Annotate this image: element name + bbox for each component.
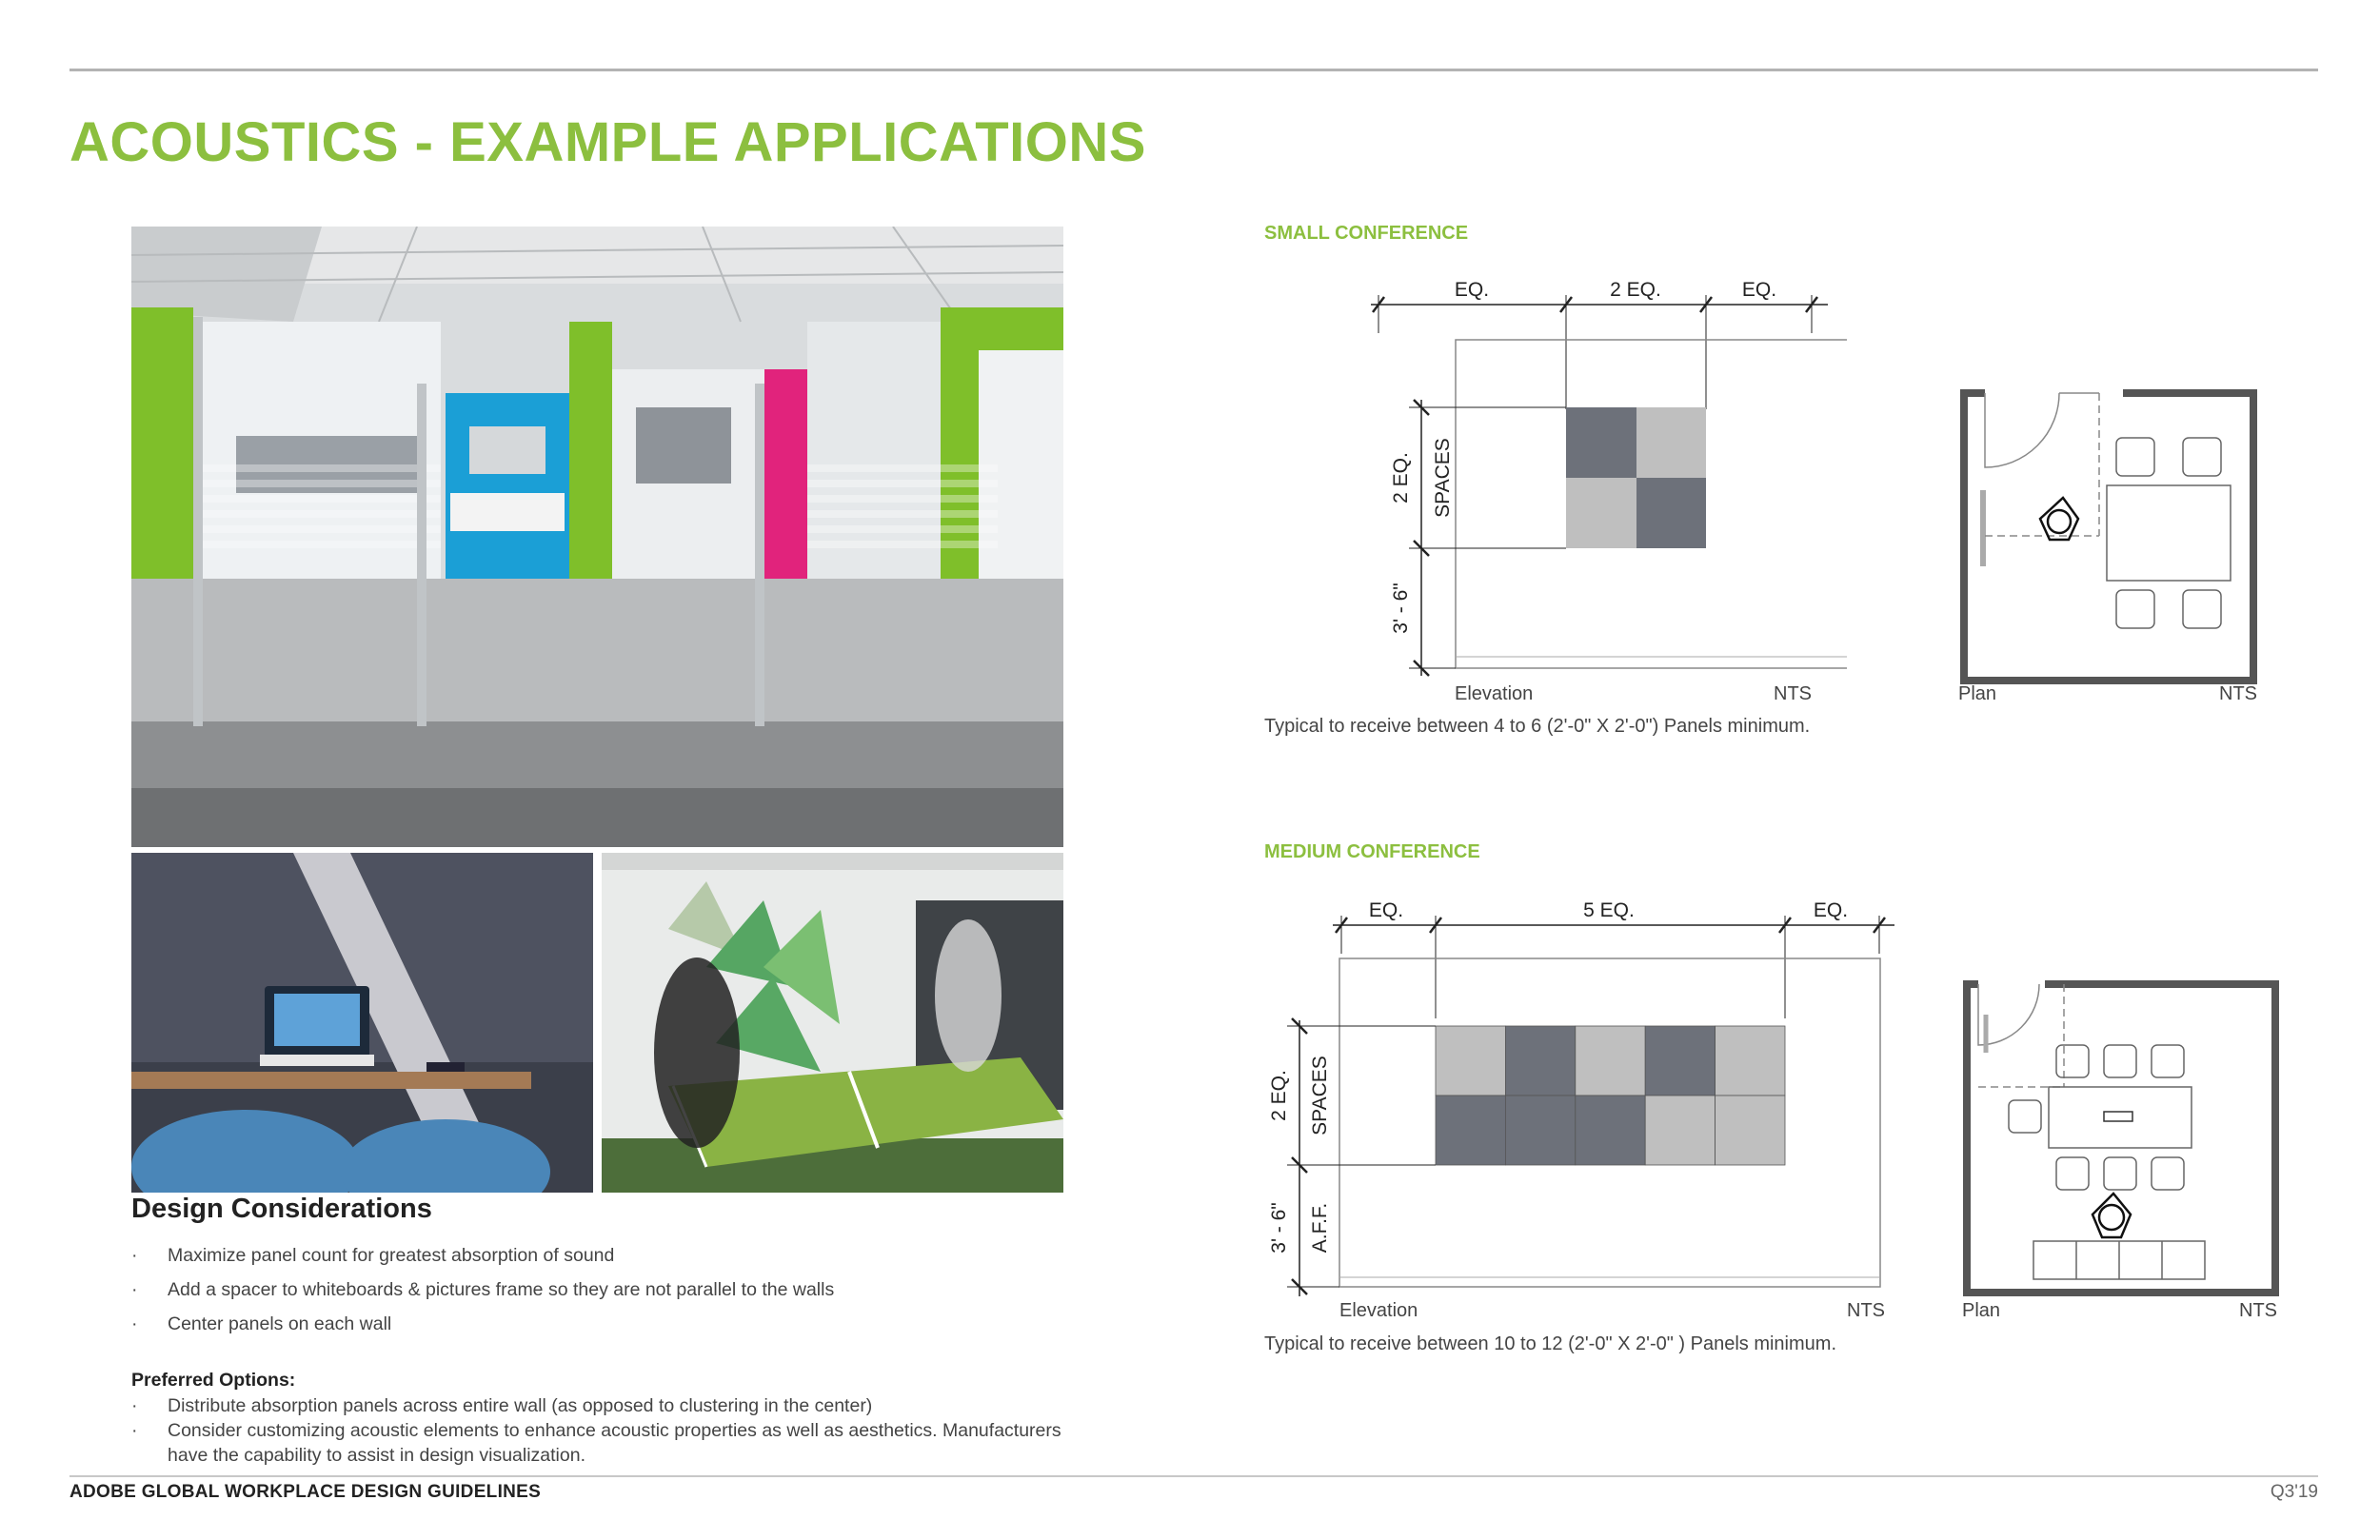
dim-vertical-spaces: SPACES <box>1432 438 1454 518</box>
medium-conference-elevation <box>1257 887 1894 1306</box>
acoustic-panel <box>1576 1026 1645 1096</box>
acoustic-panel <box>1436 1026 1505 1096</box>
ping-pong-photo <box>602 853 1063 1193</box>
page-title: ACOUSTICS - EXAMPLE APPLICATIONS <box>69 111 1146 173</box>
dim-top-center: 2 EQ. <box>1610 279 1661 301</box>
bottom-rule <box>69 1475 2318 1477</box>
preferred-options-list <box>131 1393 1102 1468</box>
preferred-options-title: Preferred Options: <box>131 1370 296 1391</box>
dim-vertical-height: 3' - 6" <box>1390 582 1412 634</box>
dim-vertical-aff: A.F.F. <box>1309 1202 1331 1254</box>
list-item: · Add a spacer to whiteboards & pictures frame so they are not parallel to the walls <box>131 1277 834 1302</box>
small-conference-heading: SMALL CONFERENCE <box>1264 223 1469 244</box>
list-item: · Consider customizing acoustic elements to enhance acoustic properties as well as aesthetics. Manufacturers have the capability to assist in design visualization. <box>131 1418 1102 1468</box>
acoustic-panel <box>1716 1026 1785 1096</box>
footer-title: ADOBE GLOBAL WORKPLACE DESIGN GUIDELINES <box>69 1482 542 1502</box>
acoustic-panel <box>1636 478 1706 548</box>
small-plan-scale: NTS <box>2219 683 2257 704</box>
medium-elevation-label: Elevation <box>1339 1300 1418 1321</box>
medium-conference-heading: MEDIUM CONFERENCE <box>1264 841 1480 862</box>
small-elevation-label: Elevation <box>1455 683 1534 704</box>
small-elevation-scale: NTS <box>1774 683 1812 704</box>
acoustic-panel <box>1436 1096 1505 1165</box>
acoustic-panel <box>1645 1096 1715 1165</box>
conference-rooms-photo <box>131 227 1063 847</box>
acoustic-panel <box>1716 1096 1785 1165</box>
workstation-booth-photo <box>131 853 593 1193</box>
design-considerations-list <box>131 1243 834 1346</box>
acoustic-panel <box>1636 407 1706 478</box>
small-conference-plan <box>1956 385 2261 690</box>
acoustic-panel <box>1566 407 1636 478</box>
list-item: · Center panels on each wall <box>131 1312 834 1336</box>
dim-top-left: EQ. <box>1454 279 1490 301</box>
top-rule <box>69 69 2318 71</box>
medium-plan-label: Plan <box>1962 1300 2001 1321</box>
small-plan-label: Plan <box>1958 683 1997 704</box>
dim-vertical-spaces: SPACES <box>1309 1056 1331 1135</box>
acoustic-panel <box>1576 1096 1645 1165</box>
acoustic-panel <box>1505 1096 1575 1165</box>
acoustic-panel <box>1645 1026 1715 1096</box>
dim-top-center: 5 EQ. <box>1583 899 1635 921</box>
dim-vertical-panels: 2 EQ. <box>1268 1070 1290 1121</box>
medium-conference-plan <box>1959 977 2283 1300</box>
dim-top-right: EQ. <box>1813 899 1849 921</box>
list-item: · Maximize panel count for greatest absorption of sound <box>131 1243 834 1268</box>
medium-elevation-scale: NTS <box>1847 1300 1885 1321</box>
dim-top-right: EQ. <box>1741 279 1777 301</box>
medium-plan-scale: NTS <box>2239 1300 2277 1321</box>
design-considerations-title: Design Considerations <box>131 1194 432 1224</box>
list-item: · Distribute absorption panels across entire wall (as opposed to clustering in the center) <box>131 1393 1102 1418</box>
dim-vertical-height: 3' - 6" <box>1268 1202 1290 1254</box>
acoustic-panel <box>1566 478 1636 548</box>
dim-vertical-panels: 2 EQ. <box>1390 452 1412 503</box>
footer-date: Q3'19 <box>2270 1482 2318 1502</box>
acoustic-panel <box>1505 1026 1575 1096</box>
medium-conference-note: Typical to receive between 10 to 12 (2'-0" X 2'-0" ) Panels minimum. <box>1264 1333 1836 1354</box>
small-conference-elevation <box>1371 267 1847 685</box>
small-conference-note: Typical to receive between 4 to 6 (2'-0" X 2'-0") Panels minimum. <box>1264 716 1811 737</box>
dim-top-left: EQ. <box>1368 899 1404 921</box>
